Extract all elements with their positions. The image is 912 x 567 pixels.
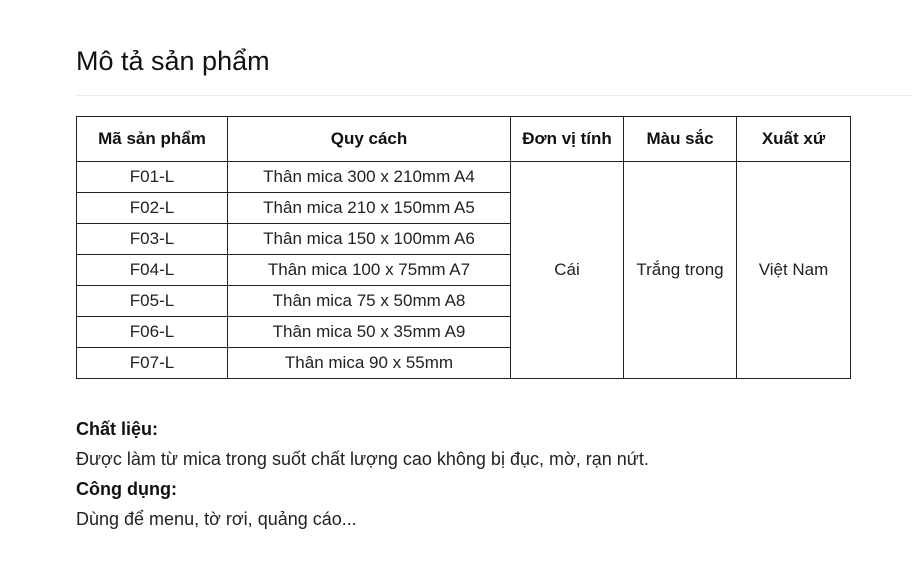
table-header-row xyxy=(77,117,851,162)
header-origin: Xuất xứ xyxy=(737,117,851,162)
cell-product-code: F06-L xyxy=(77,317,228,348)
cell-specification: Thân mica 210 x 150mm A5 xyxy=(228,193,511,224)
product-spec-table xyxy=(76,116,851,379)
material-text: Được làm từ mica trong suốt chất lượng cao không bị đục, mờ, rạn nứt. xyxy=(76,449,649,469)
cell-specification: Thân mica 90 x 55mm xyxy=(228,348,511,379)
cell-product-code: F04-L xyxy=(77,255,228,286)
header-specification: Quy cách xyxy=(228,117,511,162)
cell-origin: Việt Nam xyxy=(737,162,851,379)
cell-specification: Thân mica 300 x 210mm A4 xyxy=(228,162,511,193)
cell-product-code: F02-L xyxy=(77,193,228,224)
cell-specification: Thân mica 100 x 75mm A7 xyxy=(228,255,511,286)
cell-product-code: F01-L xyxy=(77,162,228,193)
cell-specification: Thân mica 50 x 35mm A9 xyxy=(228,317,511,348)
cell-product-code: F03-L xyxy=(77,224,228,255)
material-label: Chất liệu: xyxy=(76,419,159,439)
cell-specification: Thân mica 150 x 100mm A6 xyxy=(228,224,511,255)
header-color: Màu sắc xyxy=(624,117,737,162)
title-divider xyxy=(76,95,912,96)
product-info xyxy=(76,416,649,536)
cell-color: Trắng trong xyxy=(624,162,737,379)
header-unit: Đơn vị tính xyxy=(511,117,624,162)
usage-text: Dùng để menu, tờ rơi, quảng cáo... xyxy=(76,509,357,529)
usage-label: Công dụng: xyxy=(76,479,177,499)
cell-product-code: F05-L xyxy=(77,286,228,317)
table-row xyxy=(77,162,851,193)
section-title: Mô tả sản phẩm xyxy=(76,46,270,76)
cell-product-code: F07-L xyxy=(77,348,228,379)
cell-unit: Cái xyxy=(511,162,624,379)
cell-specification: Thân mica 75 x 50mm A8 xyxy=(228,286,511,317)
header-product-code: Mã sản phẩm xyxy=(77,117,228,162)
